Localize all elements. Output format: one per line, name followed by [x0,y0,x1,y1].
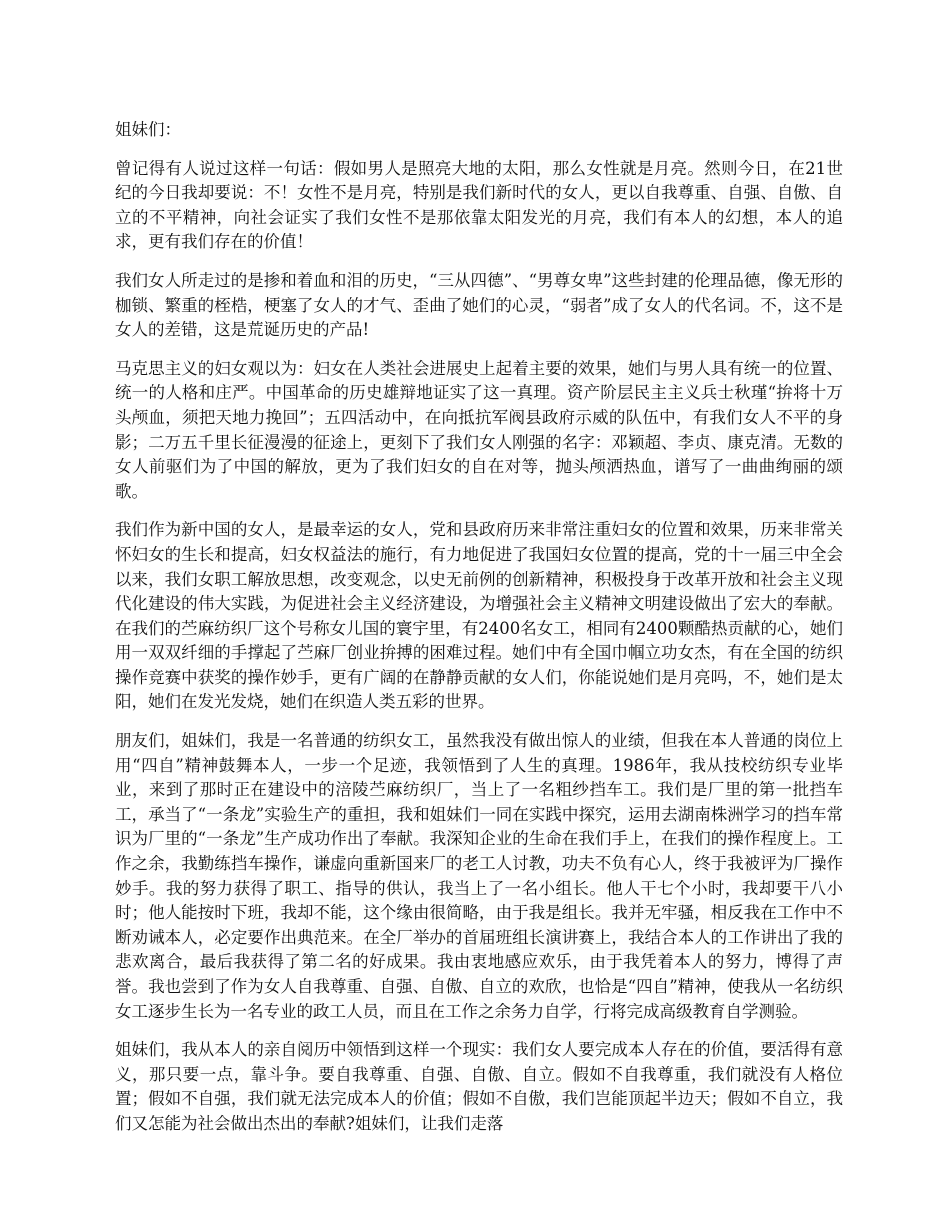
document-page [115,118,843,1151]
paragraph-1: 曾记得有人说过这样一句话：假如男人是照亮大地的太阳，那么女性就是月亮。然则今日，在21世纪的今日我却要说：不！女性不是月亮，特别是我们新时代的女人，更以自我尊重、自强、自傲、自立的不平精神，向社会证实了我们女性不是那依靠太阳发光的月亮，我们有本人的幻想，本人的追求，更有我们存在的价值！ [115,158,843,252]
salutation: 姐妹们： [115,120,181,139]
paragraph-3: 马克思主义的妇女观以为：妇女在人类社会进展史上起着主要的效果，她们与男人具有统一的位置、统一的人格和庄严。中国革命的历史雄辩地证实了这一真理。资产阶层民主主义兵士秋瑾“拚将十万头颅血，须把天地力挽回”；五四活动中，在向抵抗军阀县政府示威的队伍中，有我们女人不平的身影；二万五千里长征漫漫的征途上，更刻下了我们女人刚强的名字：邓颖超、李贞、康克清。无数的女人前驱们为了中国的解放，更为了我们妇女的自在对等，抛头颅洒热血，谱写了一曲曲绚丽的颂歌。 [115,358,843,501]
paragraph-4: 我们作为新中国的女人，是最幸运的女人，党和县政府历来非常注重妇女的位置和效果，历来非常关怀妇女的生长和提高，妇女权益法的施行，有力地促进了我国妇女位置的提高，党的十一届三中全会以来，我们女职工解放思想，改变观念，以史无前例的创新精神，积极投身于改革开放和社会主义现代化建设的伟大实践，为促进社会主义经济建设，为增强社会主义精神文明建设做出了宏大的奉献。在我们的苎麻纺织厂这个号称女儿国的寰宇里，有2400名女工，相同有2400颗酷热贡献的心，她们用一双双纤细的手撑起了苎麻厂创业拚搏的困难过程。她们中有全国巾帼立功女杰，有在全国的纺织操作竞赛中获奖的操作妙手，更有广阔的在静静贡献的女人们，你能说她们是月亮吗，不，她们是太阳，她们在发光发烧，她们在织造人类五彩的世界。 [115,520,843,712]
paragraph-5: 朋友们，姐妹们，我是一名普通的纺织女工，虽然我没有做出惊人的业绩，但我在本人普通的岗位上用“四自”精神鼓舞本人，一步一个足迹，我领悟到了人生的真理。1986年，我从技校纺织专业毕业，来到了那时正在建设中的涪陵苎麻纺织厂，当上了一名粗纱挡车工。我们是厂里的第一批挡车工，承当了“一条龙”实验生产的重担，我和姐妹们一同在实践中探究，运用去湖南株洲学习的挡车常识为厂里的“一条龙”生产成功作出了奉献。我深知企业的生命在我们手上，在我们的操作程度上。工作之余，我勤练挡车操作，谦虚向重新国来厂的老工人讨教，功夫不负有心人，终于我被评为厂操作妙手。我的努力获得了职工、指导的供认，我当上了一名小组长。他人干七个小时，我却要干八小时；他人能按时下班，我却不能，这个缘由很简略，由于我是组长。我并无牢骚，相反我在工作中不断劝诫本人，必定要作出典范来。在全厂举办的首届班组长演讲赛上，我结合本人的工作讲出了我的悲欢离合，最后我获得了第二名的好成果。我由衷地感应欢乐，由于我凭着本人的努力，博得了声誉。我也尝到了作为女人自我尊重、自强、自傲、自立的欢欣，也恰是“四自”精神，使我从一名纺织女工逐步生长为一名专业的政工人员，而且在工作之余务力自学，行将完成高级教育自学测验。 [115,731,843,1021]
paragraph-6: 姐妹们，我从本人的亲自阅历中领悟到这样一个现实：我们女人要完成本人存在的价值，要活得有意义，那只要一点，靠斗争。要自我尊重、自强、自傲、自立。假如不自我尊重，我们就没有人格位置；假如不自强，我们就无法完成本人的价值；假如不自傲，我们岂能顶起半边天；假如不自立，我们又怎能为社会做出杰出的奉献?姐妹们，让我们走落 [115,1040,843,1133]
paragraph-2: 我们女人所走过的是掺和着血和泪的历史，“三从四德”、“男尊女卑”这些封建的伦理品德，像无形的枷锁、繁重的桎梏，梗塞了女人的才气、歪曲了她们的心灵，“弱者”成了女人的代名词。不，这不是女人的差错，这是荒诞历史的产品! [115,270,843,340]
